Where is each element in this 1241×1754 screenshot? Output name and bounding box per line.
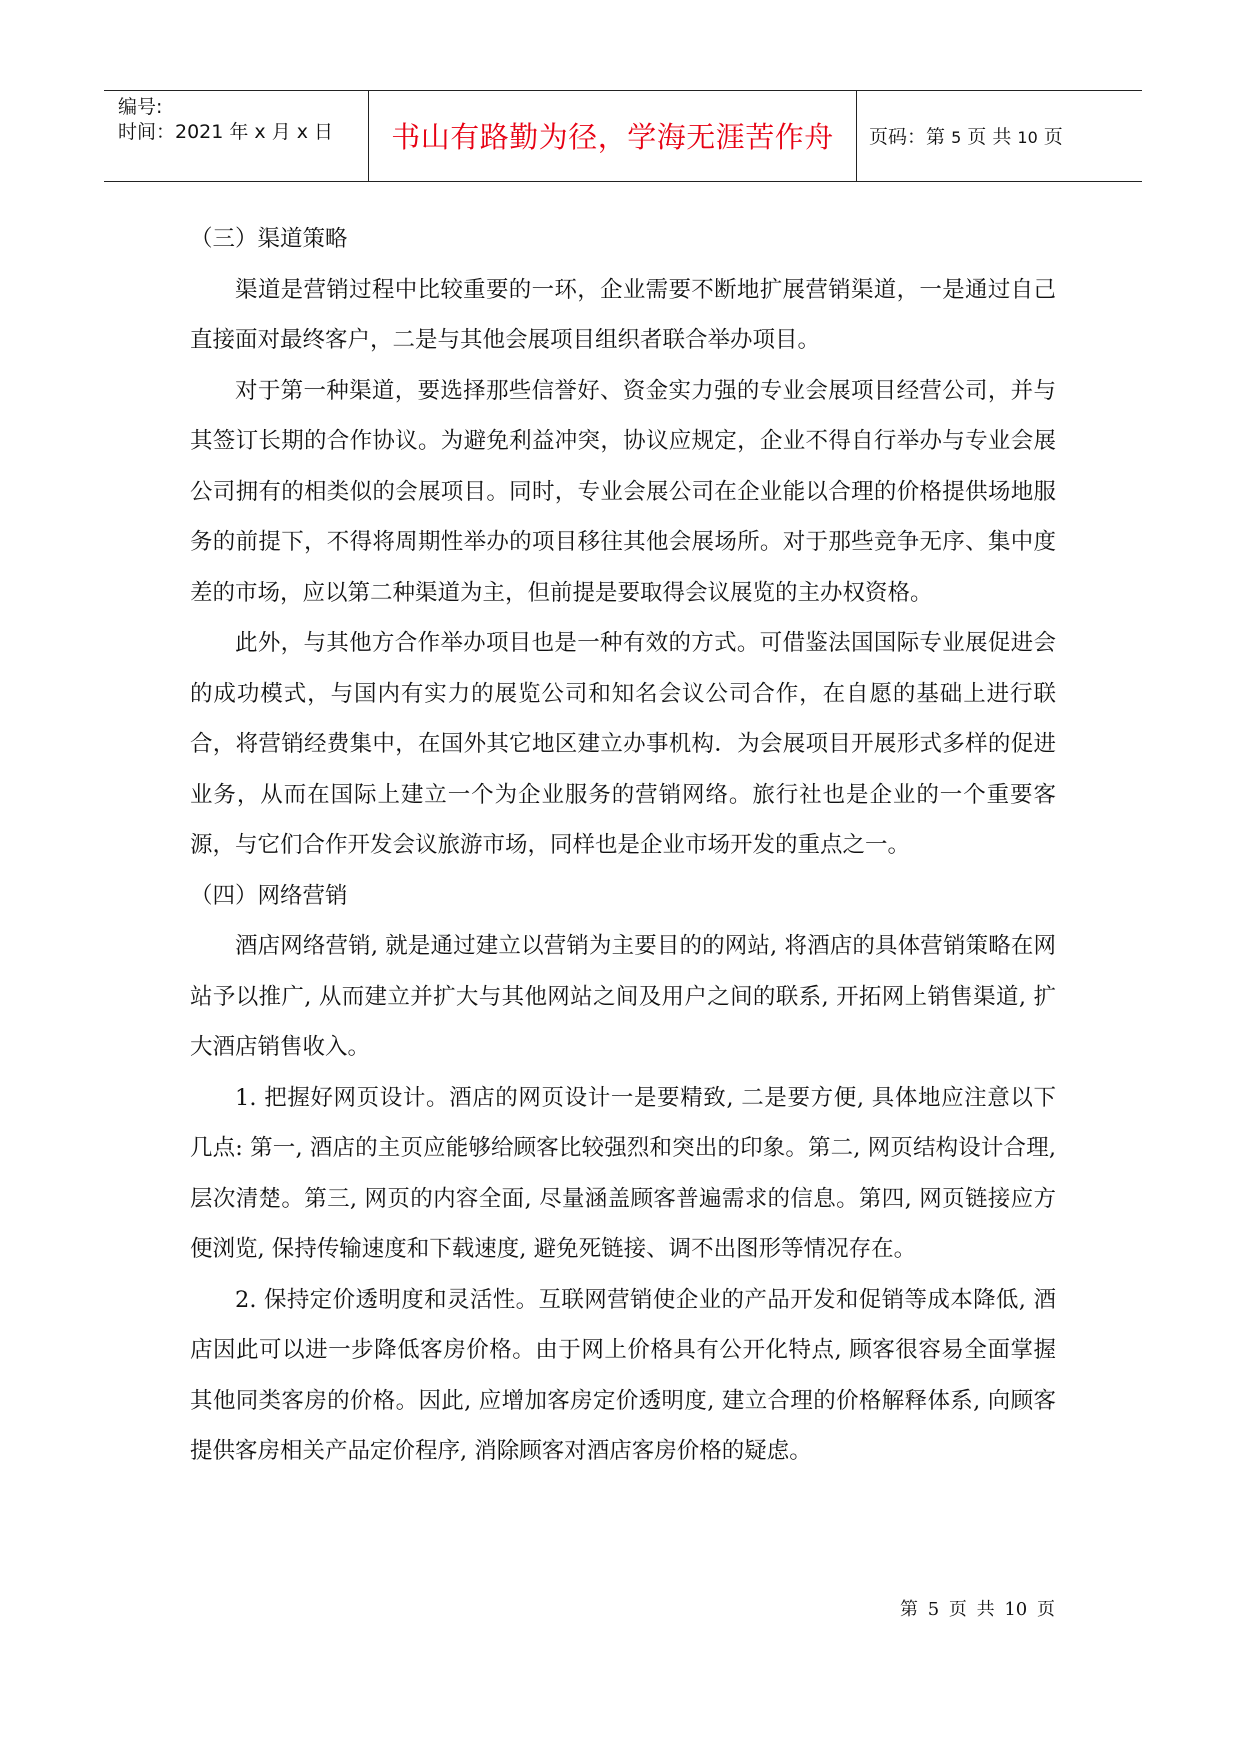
body-paragraph: 对于第一种渠道，要选择那些信誉好、资金实力强的专业会展项目经营公司，并与其签订长期的合作协议。为避免利益冲突，协议应规定，企业不得自行举办与专业会展公司拥有的相类似的会展项目。同时，专业会展公司在企业能以合理的价格提供场地服务的前提下，不得将周期性举办的项目移往其他会展场所。对于那些竞争无序、集中度差的市场，应以第二种渠道为主，但前提是要取得会议展览的主办权资格。: [190, 377, 1056, 606]
page-code-suffix: 页: [1043, 126, 1063, 148]
header-motto: 书山有路勤为径，学海无涯苦作舟: [391, 120, 834, 154]
document-body: [190, 214, 1056, 1477]
page-code-current: 5: [951, 128, 962, 147]
page-code-prefix: 页码：第: [869, 126, 946, 148]
header-page-code: [869, 124, 1063, 151]
page-header: [104, 90, 1142, 182]
section-heading: （四）网络营销: [190, 882, 348, 909]
header-page-cell: [857, 91, 1142, 181]
body-paragraph: 1. 把握好网页设计。酒店的网页设计一是要精致, 二是要方便, 具体地应注意以下几点: 第一, 酒店的主页应能够给顾客比较强烈和突出的印象。第二, 网页结构设计合理, 层次清楚。第三, 网页的内容全面, 尽量涵盖顾客普遍需求的信息。第四, 网页链接应方便浏览, 保持传输速度和下载速度, 避免死链接、调不出图形等情况存在。: [190, 1084, 1056, 1262]
body-paragraph: 2. 保持定价透明度和灵活性。互联网营销使企业的产品开发和促销等成本降低, 酒店因此可以进一步降低客房价格。由于网上价格具有公开化特点, 顾客很容易全面掌握其他同类客房的价格。因此, 应增加客房定价透明度, 建立合理的价格解释体系, 向顾客提供客房相关产品定价程序, 消除顾客对酒店客房价格的疑虑。: [190, 1286, 1056, 1464]
page-code-total: 10: [1017, 128, 1038, 147]
body-paragraph: 渠道是营销过程中比较重要的一环，企业需要不断地扩展营销渠道，一是通过自己直接面对最终客户，二是与其他会展项目组织者联合举办项目。: [190, 276, 1056, 353]
page-footer: 第 5 页 共 10 页: [900, 1599, 1055, 1620]
section-heading: （三）渠道策略: [190, 226, 348, 252]
header-left-cell: [104, 91, 369, 181]
document-time-label: 时间：2021 年 x 月 x 日: [118, 121, 334, 143]
document-number-label: 编号:: [118, 96, 163, 118]
page-code-mid: 页 共: [967, 126, 1012, 148]
header-motto-cell: [369, 91, 857, 181]
body-paragraph: 酒店网络营销, 就是通过建立以营销为主要目的的网站, 将酒店的具体营销策略在网站予以推广, 从而建立并扩大与其他网站之间及用户之间的联系, 开拓网上销售渠道, 扩大酒店销售收入。: [190, 933, 1056, 1060]
body-paragraph: 此外，与其他方合作举办项目也是一种有效的方式。可借鉴法国国际专业展促进会的成功模式，与国内有实力的展览公司和知名会议公司合作，在自愿的基础上进行联合，将营销经费集中，在国外其它地区建立办事机构．为会展项目开展形式多样的促进业务，从而在国际上建立一个为企业服务的营销网络。旅行社也是企业的一个重要客源，与它们合作开发会议旅游市场，同样也是企业市场开发的重点之一。: [190, 630, 1056, 858]
